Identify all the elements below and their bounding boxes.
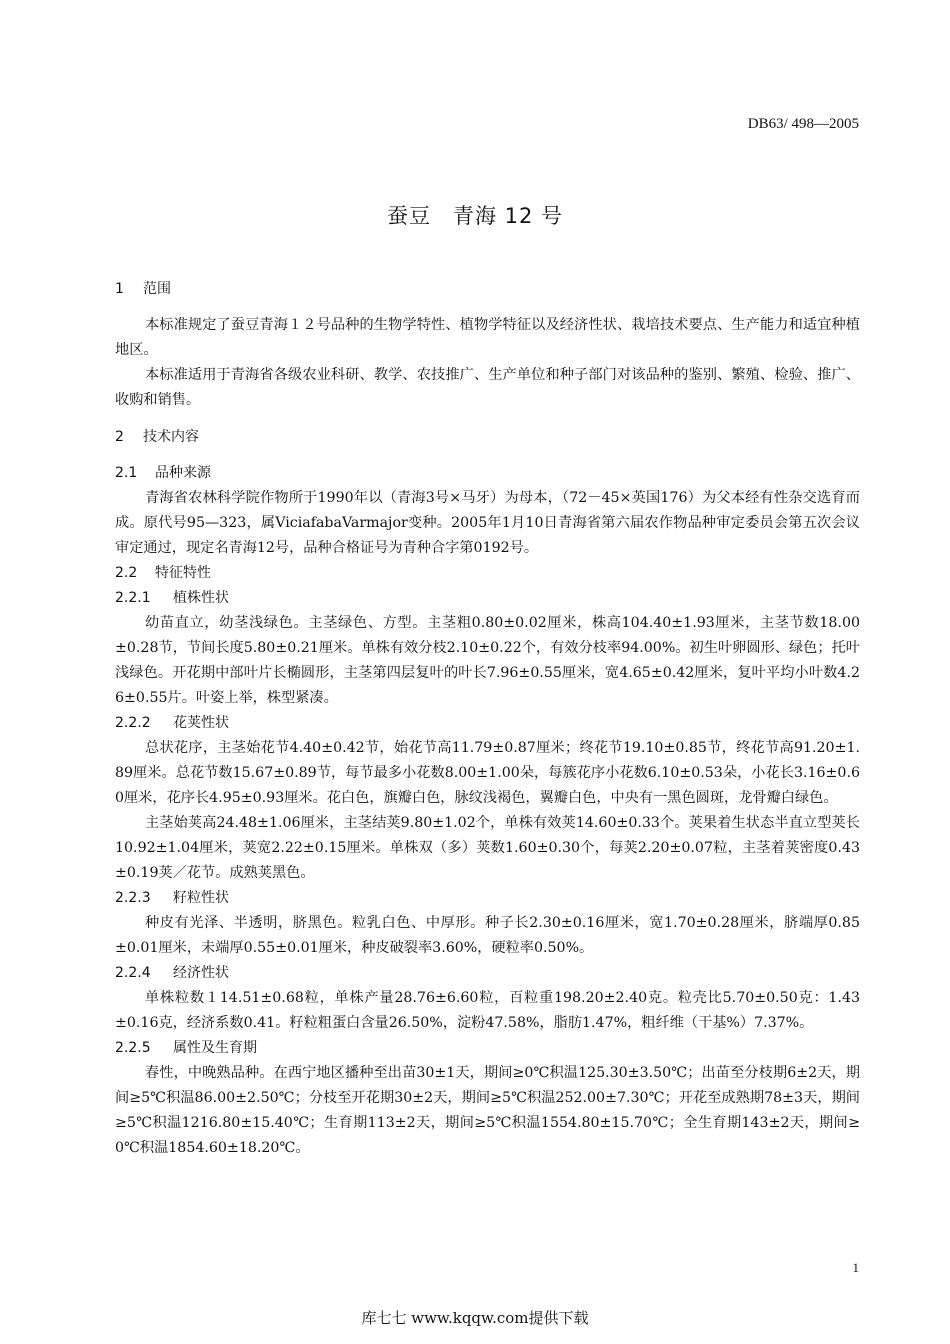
- paragraph: 本标准适用于青海省各级农业科研、教学、农技推广、生产单位和种子部门对该品种的鉴别、繁殖、检验、推广、收购和销售。: [115, 367, 860, 408]
- document-body: [115, 277, 860, 1161]
- subsection-title: 籽粒性状: [173, 890, 229, 906]
- subsection-heading: [115, 1036, 860, 1061]
- subsection-title: 植株性状: [173, 590, 229, 606]
- subsection-heading: [115, 961, 860, 986]
- subsection-heading: [115, 886, 860, 911]
- paragraph: 幼苗直立，幼茎浅绿色。主茎绿色、方型。主茎粗0.80±0.02厘米，株高104.40±1.93厘米，主茎节数18.00±0.28节，节间长度5.80±0.21厘米。单株有效分枝2.10±0.22个，有效分枝率94.00%。初生叶卵圆形、绿色；托叶浅绿色。开花期中部叶片长椭圆形，主茎第四层复叶的叶长7.96±0.55厘米，宽4.65±0.42厘米，复叶平均小叶数4.26±0.55片。叶姿上举，株型紧凑。: [115, 615, 860, 706]
- section-heading: [115, 277, 860, 302]
- subsection-title: 花荚性状: [173, 715, 229, 731]
- paragraph: 春性，中晚熟品种。在西宁地区播种至出苗30±1天，期间≥0℃积温125.30±3.50℃；出苗至分枝期6±2天，期间≥5℃积温86.00±2.50℃；分枝至开花期30±2天，期间≥5℃积温252.00±7.30℃；开花至成熟期78±3天，期间≥5℃积温1216.80±15.40℃；生育期113±2天，期间≥5℃积温1554.80±15.70℃；全生育期143±2天，期间≥0℃积温1854.60±18.20℃。: [115, 1065, 860, 1156]
- subsection-title: 经济性状: [173, 965, 229, 981]
- subsection-number: 2.2.5: [115, 1040, 151, 1056]
- subsection-number: 2.2.1: [115, 590, 151, 606]
- paragraph: 单株粒数１14.51±0.68粒，单株产量28.76±6.60粒，百粒重198.20±2.40克。粒壳比5.70±0.50克：1.43±0.16克，经济系数0.41。籽粒粗蛋白含量26.50%，淀粉47.58%，脂肪1.47%，粗纤维（干基%）7.37%。: [115, 990, 860, 1031]
- paragraph: 本标准规定了蚕豆青海１２号品种的生物学特性、植物学特征以及经济性状、栽培技术要点、生产能力和适宜种植地区。: [115, 317, 860, 358]
- paragraph: 种皮有光泽、半透明，脐黑色。粒乳白色、中厚形。种子长2.30±0.16厘米，宽1.70±0.28厘米，脐端厚0.85±0.01厘米，未端厚0.55±0.01厘米，种皮破裂率3.60%，硬粒率0.50%。: [115, 915, 860, 956]
- section-number: 1: [115, 281, 124, 297]
- paragraph: 主茎始荚高24.48±1.06厘米，主茎结荚9.80±1.02个，单株有效荚14.60±0.33个。荚果着生状态半直立型荚长10.92±1.04厘米，荚宽2.22±0.15厘米。单株双（多）荚数1.60±0.30个，每荚2.20±0.07粒，主茎着荚密度0.43±0.19荚／花节。成熟荚黑色。: [115, 815, 860, 881]
- section-number: 2: [115, 429, 124, 445]
- subsection-title: 特征特性: [155, 565, 211, 581]
- subsection-title: 属性及生育期: [173, 1040, 257, 1056]
- subsection-title: 品种来源: [155, 465, 211, 481]
- section-title: 范围: [143, 281, 171, 297]
- subsection-number: 2.2.4: [115, 965, 151, 981]
- subsection-number: 2.1: [115, 465, 138, 481]
- standard-code: DB63/ 498—2005: [747, 116, 859, 132]
- section-heading: [115, 425, 860, 450]
- document-title: 蚕豆 青海 12 号: [386, 204, 564, 228]
- footer-watermark: 库七七 www.kqqw.com提供下载: [361, 1309, 589, 1327]
- subsection-number: 2.2.2: [115, 715, 151, 731]
- subsection-heading: [115, 561, 860, 586]
- subsection-heading: [115, 586, 860, 611]
- section-title: 技术内容: [143, 429, 199, 445]
- paragraph: 总状花序，主茎始花节4.40±0.42节，始花节高11.79±0.87厘米；终花节19.10±0.85节，终花节高91.20±1.89厘米。总花节数15.67±0.89节，每节最多小花数8.00±1.00朵，每簇花序小花数6.10±0.53朵，小花长3.16±0.60厘米，花序长4.95±0.93厘米。花白色，旗瓣白色，脉纹浅褐色，翼瓣白色，中央有一黑色圆斑，龙骨瓣白绿色。: [115, 740, 860, 806]
- subsection-heading: [115, 711, 860, 736]
- subsection-number: 2.2.3: [115, 890, 151, 906]
- subsection-heading: [115, 461, 860, 486]
- paragraph: 青海省农林科学院作物所于1990年以（青海3号×马牙）为母本，（72－45×英国176）为父本经有性杂交选育而成。原代号95—323，属ViciafabaVarmajor变种。2005年1月10日青海省第六届农作物品种审定委员会第五次会议审定通过，现定名青海12号，品种合格证号为青种合字第0192号。: [115, 490, 860, 556]
- page-number: 1: [852, 1260, 859, 1275]
- subsection-number: 2.2: [115, 565, 138, 581]
